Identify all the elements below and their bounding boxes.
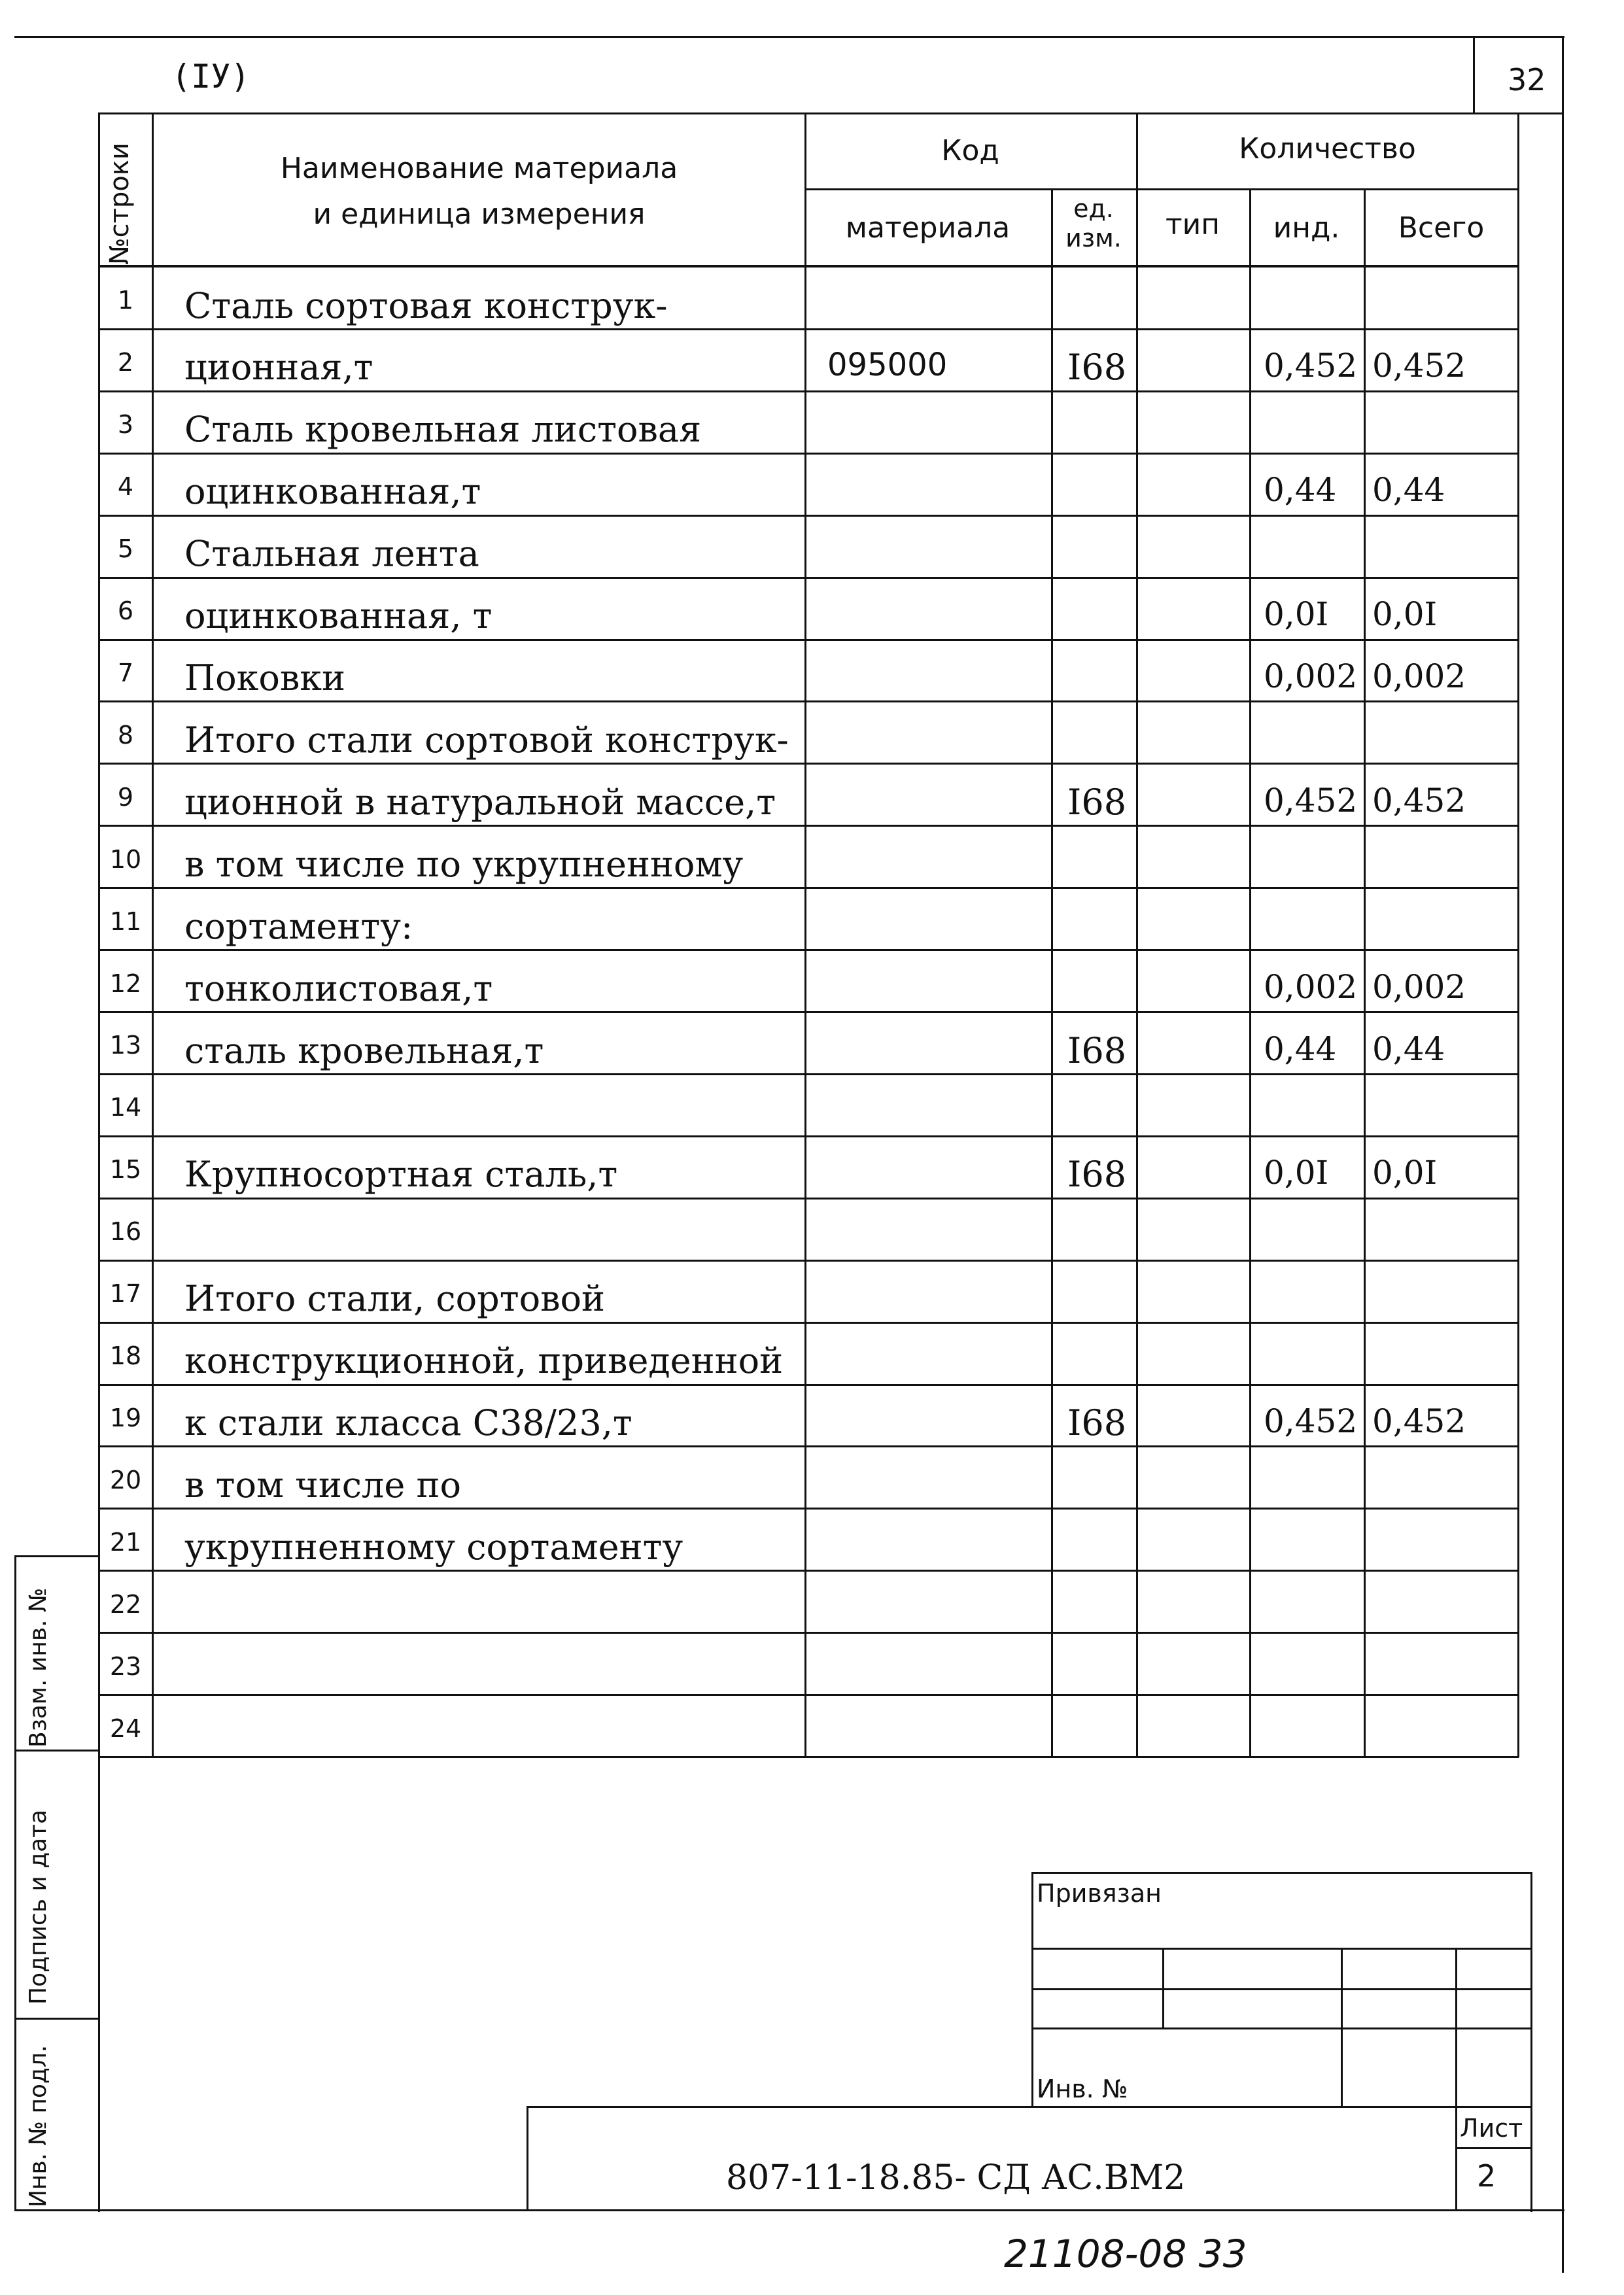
- row-rule: [98, 949, 1519, 951]
- row-ind: 0,452: [1264, 781, 1358, 820]
- row-total: 0,452: [1372, 781, 1466, 820]
- row-name: сортаменту:: [184, 905, 413, 947]
- row-number: 4: [117, 472, 134, 502]
- side-sep-1: [14, 1555, 99, 1557]
- row-rule: [98, 1322, 1519, 1324]
- row-rule: [98, 1198, 1519, 1199]
- row-rule: [98, 639, 1519, 641]
- row-rule: [98, 1756, 1519, 1758]
- row-rule: [98, 1073, 1519, 1075]
- row-number: 17: [109, 1279, 142, 1309]
- hdr-col-qty-left: [1136, 112, 1138, 1757]
- row-number: 6: [117, 596, 134, 626]
- row-rule: [98, 1508, 1519, 1510]
- side-podpis-label: Подпись и дата: [25, 1809, 52, 2005]
- hdr-sub-rule: [804, 188, 1519, 190]
- row-unit: I68: [1067, 347, 1127, 388]
- header-top-rule: [98, 112, 1563, 114]
- row-name: Сталь кровельная листовая: [184, 409, 702, 451]
- table-right: [1517, 112, 1519, 1757]
- row-unit: I68: [1067, 1154, 1127, 1196]
- hdr-q-ind: инд.: [1273, 211, 1340, 245]
- row-name: ционной в натуральной массе,т: [184, 781, 776, 823]
- hdr-col-unit-left: [1051, 190, 1053, 1757]
- row-rule: [98, 515, 1519, 517]
- row-rule: [98, 328, 1519, 330]
- row-number: 9: [117, 782, 134, 812]
- stamp-privyazan: Привязан: [1037, 1879, 1162, 1908]
- row-name: тонколистовая,т: [184, 967, 493, 1009]
- row-total: 0,452: [1372, 347, 1466, 385]
- hdr-col-num-sep: [152, 112, 154, 1757]
- hdr-col-ind-left: [1249, 190, 1251, 1757]
- stamp-col-1: [1162, 1948, 1164, 2028]
- row-rule: [98, 1632, 1519, 1634]
- row-number: 14: [109, 1093, 142, 1122]
- side-sep-3: [14, 2018, 99, 2020]
- row-number: 1: [117, 286, 134, 315]
- stamp-inv-no: Инв. №: [1037, 2075, 1128, 2103]
- row-number: 22: [109, 1589, 142, 1619]
- row-number: 21: [109, 1527, 142, 1557]
- row-unit: I68: [1067, 781, 1127, 823]
- row-rule: [98, 887, 1519, 889]
- row-name: оцинкованная,т: [184, 471, 481, 513]
- hdr-col-total-left: [1364, 190, 1366, 1757]
- row-ind: 0,002: [1264, 657, 1358, 696]
- row-rule: [98, 1135, 1519, 1137]
- row-name: Крупносортная сталь,т: [184, 1154, 618, 1196]
- document-code: 807-11-18.85- СД АС.ВМ2: [726, 2158, 1186, 2198]
- row-ind: 0,44: [1264, 1029, 1337, 1068]
- stamp-top: [1031, 1872, 1532, 1874]
- row-name: Сталь сортовая конструк-: [184, 285, 668, 326]
- row-name: оцинкованная, т: [184, 595, 492, 637]
- row-number: 19: [109, 1403, 142, 1432]
- list-box-mid: [1455, 2147, 1532, 2149]
- title-block-top: [527, 2106, 1532, 2108]
- side-vzam-label: Взам. инв. №: [25, 1587, 52, 1748]
- hdr-name-line1: Наименование материала: [280, 152, 678, 185]
- row-number: 23: [109, 1651, 142, 1681]
- hdr-code: Код: [941, 134, 999, 167]
- row-number: 7: [117, 658, 134, 687]
- row-number: 8: [117, 720, 134, 750]
- row-number: 16: [109, 1217, 142, 1247]
- row-total: 0,44: [1372, 1029, 1445, 1068]
- row-name: ционная,т: [184, 347, 373, 388]
- row-ind: 0,44: [1264, 471, 1337, 509]
- stamp-col-3: [1455, 1948, 1457, 2107]
- stamp-list-label: Лист: [1460, 2114, 1523, 2143]
- hdr-unit-line1: ед.: [1073, 194, 1114, 223]
- row-name: укрупненному сортаменту: [184, 1526, 683, 1568]
- stamp-right: [1530, 1872, 1532, 2212]
- hdr-q-type: тип: [1166, 208, 1220, 241]
- row-unit: I68: [1067, 1029, 1127, 1071]
- row-code: 095000: [827, 347, 948, 384]
- row-rule: [98, 577, 1519, 579]
- handwritten-number: 21108-08 33: [1004, 2232, 1247, 2276]
- row-unit: I68: [1067, 1402, 1127, 1444]
- hdr-unit-line2: изм.: [1065, 224, 1122, 252]
- right-frame: [1562, 36, 1564, 2273]
- row-name: конструкционной, приведенной: [184, 1340, 784, 1382]
- hdr-name-line2: и единица измерения: [313, 198, 646, 231]
- row-name: Итого стали сортовой конструк-: [184, 719, 789, 761]
- row-ind: 0,452: [1264, 347, 1358, 385]
- row-total: 0,0I: [1372, 595, 1438, 634]
- row-number: 15: [109, 1155, 142, 1184]
- row-number: 18: [109, 1341, 142, 1371]
- title-block-left: [527, 2106, 528, 2211]
- row-rule: [98, 390, 1519, 392]
- hdr-bottom-rule: [98, 265, 1519, 267]
- row-name: в том числе по укрупненному: [184, 843, 744, 885]
- row-total: 0,0I: [1372, 1154, 1438, 1192]
- row-rule: [98, 453, 1519, 455]
- row-ind: 0,0I: [1264, 595, 1329, 634]
- row-number: 10: [109, 844, 142, 874]
- row-number: 13: [109, 1031, 142, 1060]
- row-total: 0,002: [1372, 967, 1466, 1006]
- row-name: к стали класса С38/23,т: [184, 1402, 632, 1444]
- list-box-left: [1455, 2106, 1457, 2211]
- row-rule: [98, 1384, 1519, 1386]
- side-frame-left: [14, 1555, 16, 2209]
- row-name: Поковки: [184, 657, 346, 699]
- row-ind: 0,0I: [1264, 1154, 1329, 1192]
- row-rule: [98, 1011, 1519, 1013]
- row-rule: [98, 763, 1519, 765]
- stamp-col-2: [1341, 1948, 1343, 2107]
- row-ind: 0,452: [1264, 1402, 1358, 1441]
- row-number: 5: [117, 534, 134, 564]
- row-rule: [98, 1445, 1519, 1447]
- row-name: в том числе по: [184, 1464, 461, 1506]
- hdr-code-material: материала: [845, 211, 1011, 245]
- row-rule: [98, 1260, 1519, 1262]
- row-rule: [98, 825, 1519, 827]
- row-name: сталь кровельная,т: [184, 1029, 544, 1071]
- hdr-quantity: Количество: [1239, 132, 1416, 165]
- bottom-frame: [14, 2209, 1564, 2211]
- row-total: 0,44: [1372, 471, 1445, 509]
- hdr-col-code-left: [804, 112, 806, 1757]
- side-inv-podl-label: Инв. № подл.: [25, 2045, 52, 2207]
- row-number: 2: [117, 348, 134, 377]
- side-sep-2: [14, 1750, 99, 1751]
- row-number: 24: [109, 1714, 142, 1743]
- row-total: 0,002: [1372, 657, 1466, 696]
- row-name: Стальная лента: [184, 533, 479, 575]
- page-number: 32: [1508, 62, 1546, 97]
- hdr-row-no: №строки: [105, 143, 135, 265]
- row-number: 20: [109, 1465, 142, 1494]
- row-rule: [98, 1570, 1519, 1572]
- row-number: 11: [109, 906, 142, 936]
- stamp-list-value: 2: [1477, 2158, 1496, 2194]
- row-ind: 0,002: [1264, 967, 1358, 1006]
- pagenum-divider: [1473, 36, 1475, 114]
- row-rule: [98, 1694, 1519, 1696]
- row-rule: [98, 700, 1519, 702]
- row-name: Итого стали, сортовой: [184, 1278, 605, 1320]
- row-total: 0,452: [1372, 1402, 1466, 1441]
- top-label: (IУ): [171, 58, 251, 95]
- top-rule: [14, 36, 1564, 38]
- hdr-q-total: Всего: [1398, 211, 1485, 245]
- row-number: 3: [117, 410, 134, 440]
- row-number: 12: [109, 969, 142, 998]
